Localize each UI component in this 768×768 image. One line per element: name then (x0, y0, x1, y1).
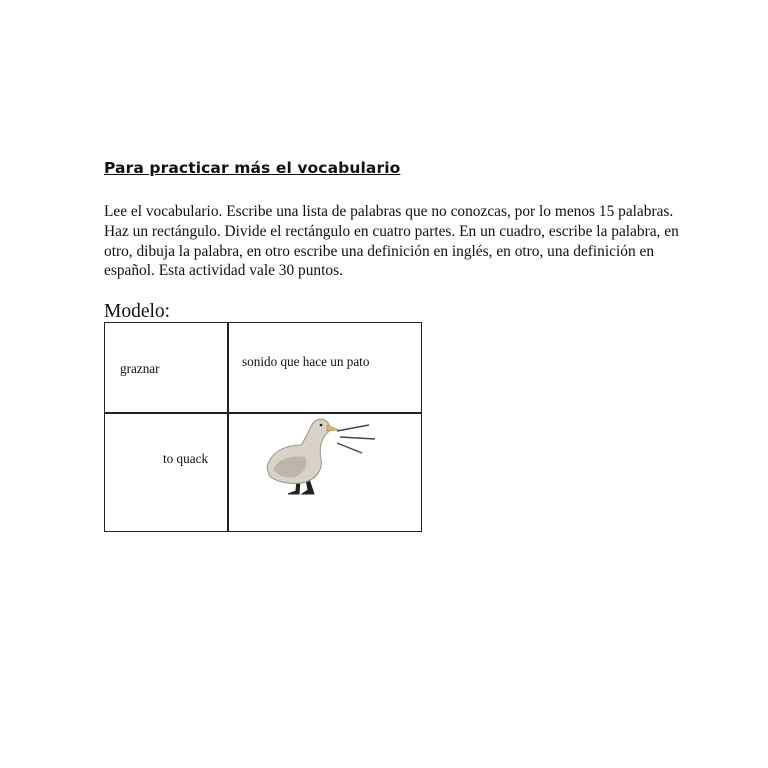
spanish-definition-cell: sonido que hace un pato (242, 354, 370, 369)
word-cell: graznar (120, 361, 160, 376)
english-definition-cell: to quack (163, 451, 209, 466)
model-label: Modelo: (104, 301, 171, 322)
duck-quacking-icon (257, 417, 377, 499)
instructions-paragraph: Lee el vocabulario. Escribe una lista de palabras que no conozcas, por lo menos 15 palabras. Haz un rectángulo. Divide el rectángulo en cuatro partes. En un cuadro, escribe la palabra, en otro, dibuja la palabra, en otro escribe una definición en inglés, en otro, una definición en español. Esta actividad vale 30 puntos. (104, 203, 679, 280)
page-title: Para practicar más el vocabulario (104, 159, 401, 177)
table-vertical-divider (227, 323, 229, 531)
table-horizontal-divider (105, 412, 421, 414)
vocabulary-model-table (104, 322, 422, 532)
